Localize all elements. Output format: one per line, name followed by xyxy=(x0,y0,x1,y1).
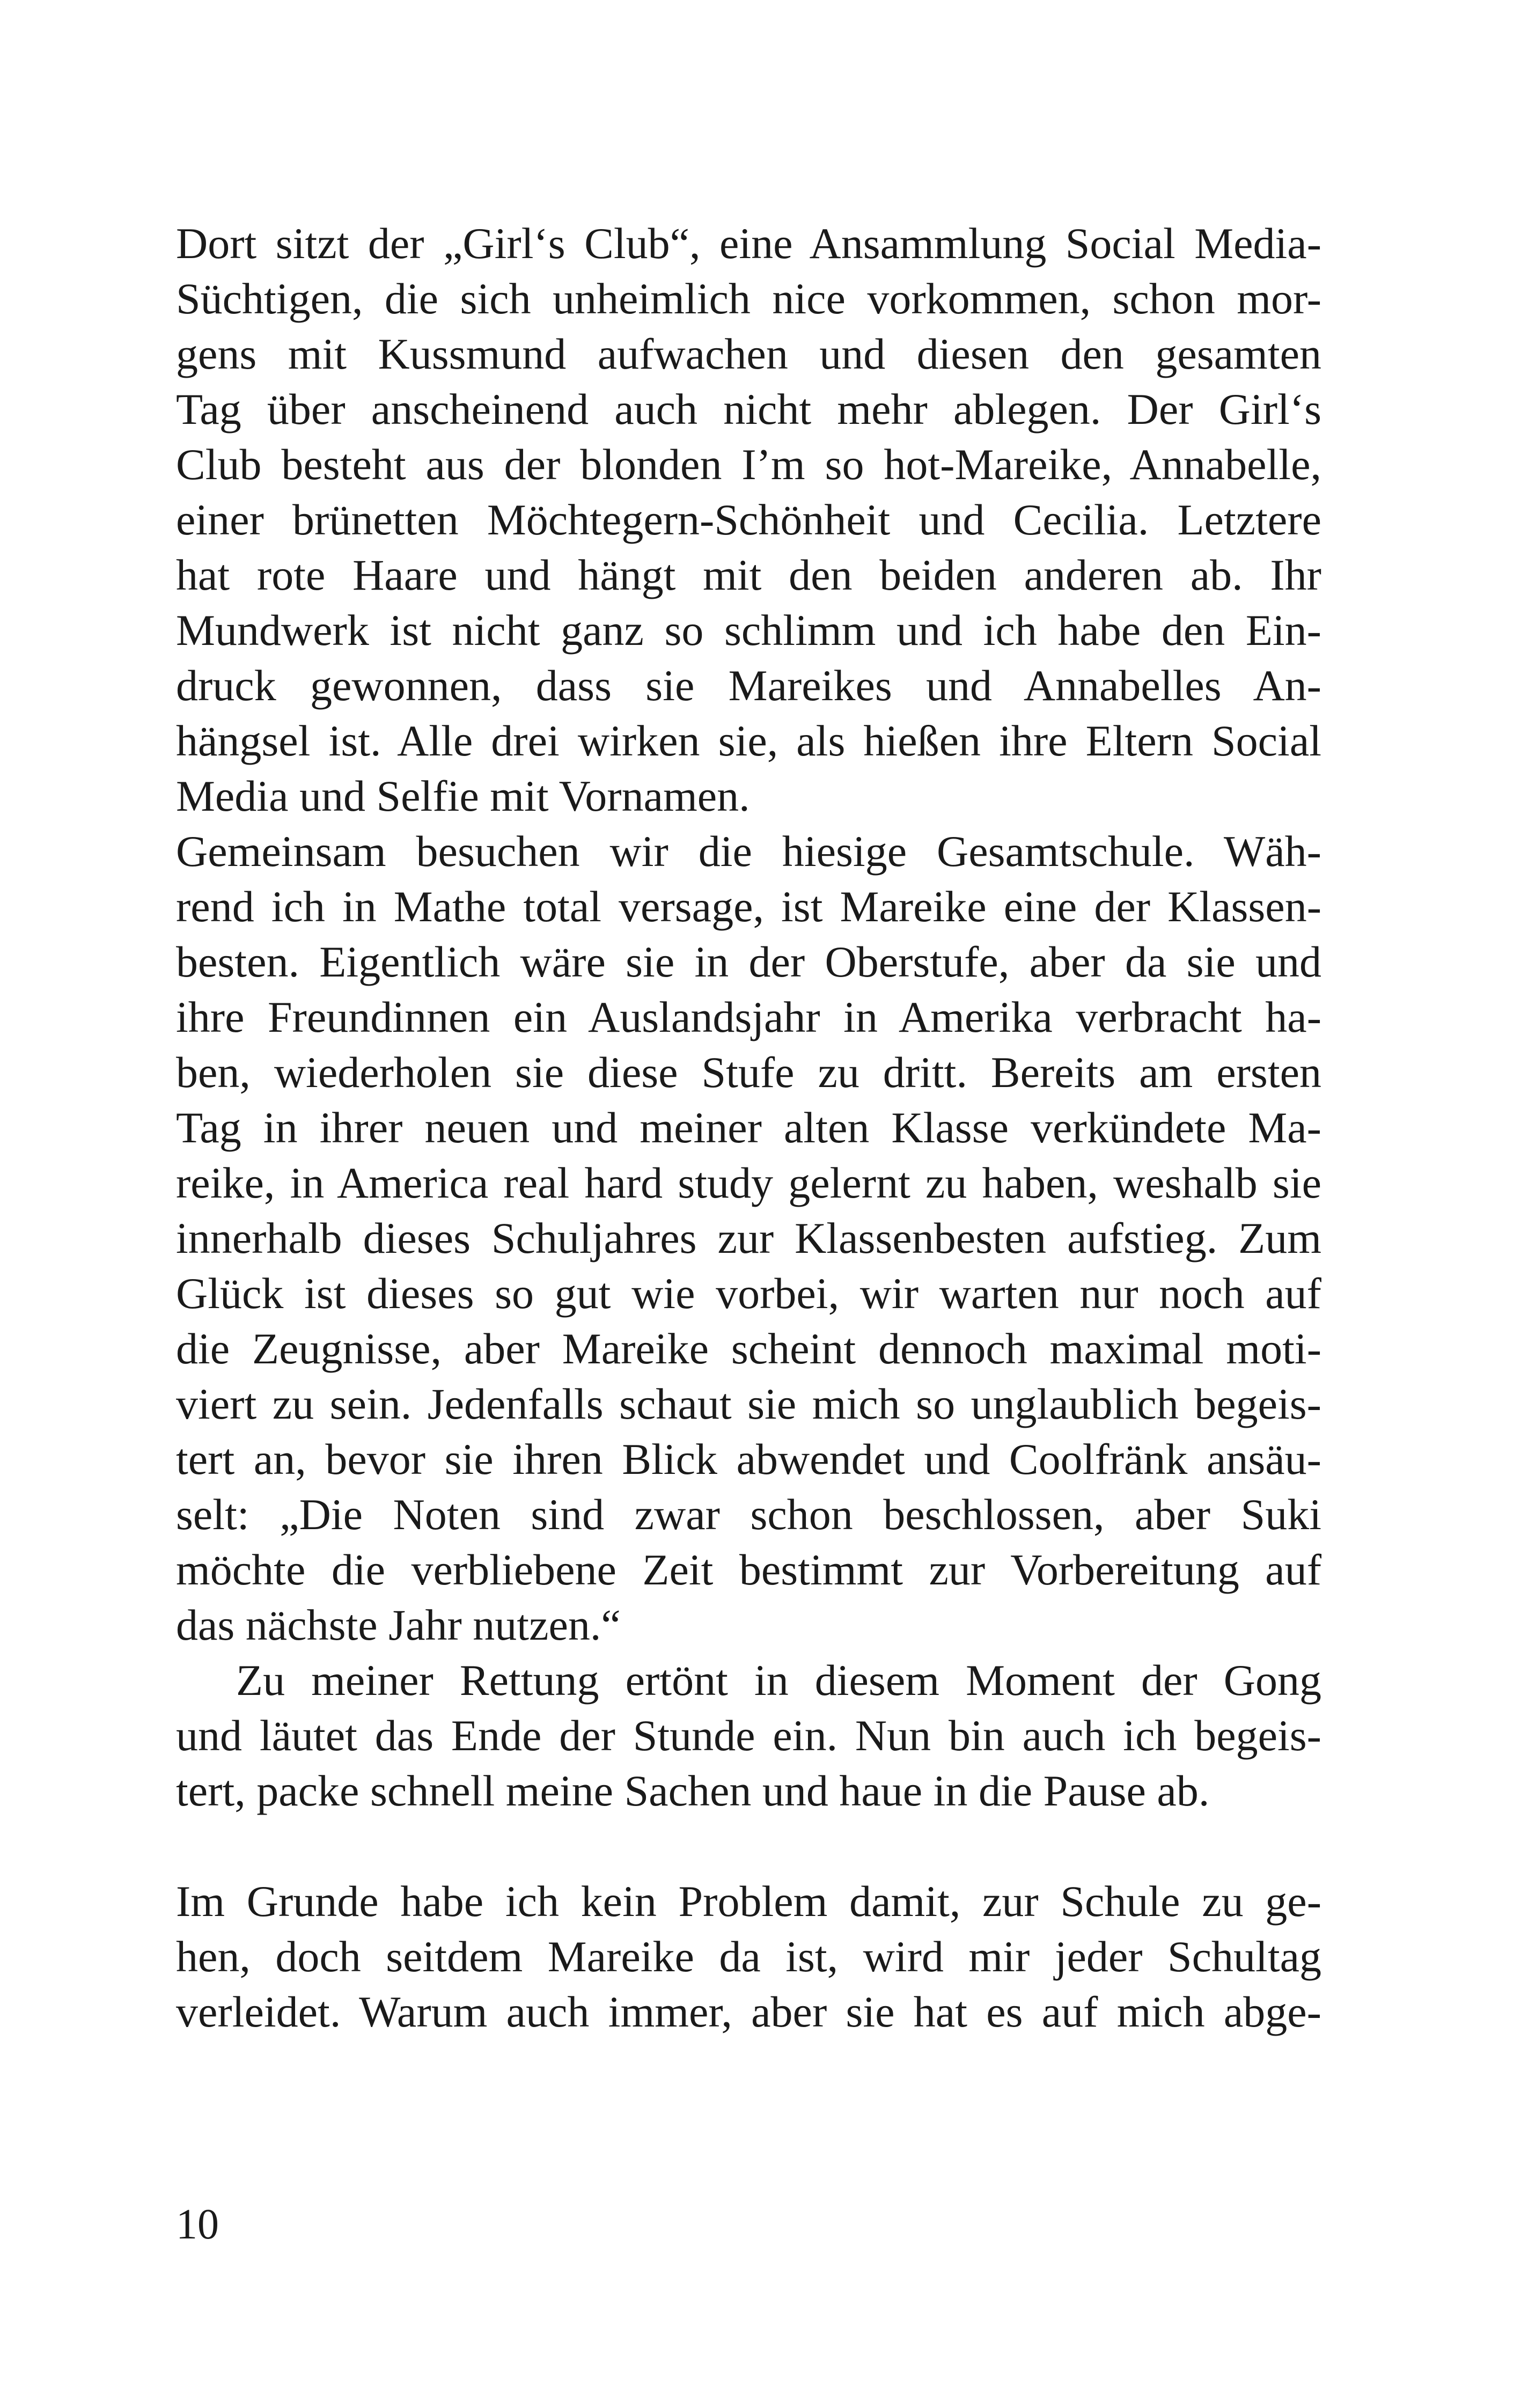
text-line: selt: „Die Noten sind zwar schon beschlossen, aber Suki xyxy=(176,1490,1321,1539)
text-line: Gemeinsam besuchen wir die hiesige Gesamtschule. Wäh- xyxy=(176,827,1321,876)
text-line: das nächste Jahr nutzen.“ xyxy=(176,1601,621,1649)
text-line: Club besteht aus der blonden I’m so hot-Mareike, Annabelle, xyxy=(176,440,1321,489)
paragraph-3 xyxy=(176,1653,1321,1818)
text-line: Mundwerk ist nicht ganz so schlimm und ich habe den Ein- xyxy=(176,606,1321,655)
text-line: hat rote Haare und hängt mit den beiden anderen ab. Ihr xyxy=(176,550,1321,599)
text-line: Media und Selfie mit Vornamen. xyxy=(176,772,750,820)
paragraph-1 xyxy=(176,216,1321,824)
body-text xyxy=(176,216,1321,2039)
text-line: die Zeugnisse, aber Mareike scheint dennoch maximal moti- xyxy=(176,1324,1321,1373)
text-line: tert, packe schnell meine Sachen und haue in die Pause ab. xyxy=(176,1766,1210,1815)
paragraph-2 xyxy=(176,824,1321,1653)
page-number: 10 xyxy=(176,2201,219,2248)
text-line: Dort sitzt der „Girl‘s Club“, eine Ansammlung Social Media- xyxy=(176,219,1321,268)
text-line: möchte die verbliebene Zeit bestimmt zur Vorbereitung auf xyxy=(176,1545,1321,1594)
text-line: Tag über anscheinend auch nicht mehr ablegen. Der Girl‘s xyxy=(176,385,1321,434)
text-line: Glück ist dieses so gut wie vorbei, wir warten nur noch auf xyxy=(176,1269,1321,1318)
text-line: hen, doch seitdem Mareike da ist, wird mir jeder Schultag xyxy=(176,1932,1321,1981)
text-line: einer brünetten Möchtegern-Schönheit und Cecilia. Letztere xyxy=(176,495,1321,544)
text-line: gens mit Kussmund aufwachen und diesen den gesamten xyxy=(176,329,1321,378)
text-line: und läutet das Ende der Stunde ein. Nun bin auch ich begeis- xyxy=(176,1711,1321,1760)
text-line: besten. Eigentlich wäre sie in der Oberstufe, aber da sie und xyxy=(176,937,1321,986)
text-line: druck gewonnen, dass sie Mareikes und Annabelles An- xyxy=(176,661,1321,710)
paragraph-4 xyxy=(176,1874,1321,2039)
text-line: tert an, bevor sie ihren Blick abwendet und Coolfränk ansäu- xyxy=(176,1435,1321,1484)
text-line: reike, in America real hard study gelernt zu haben, weshalb sie xyxy=(176,1158,1321,1207)
text-line: ihre Freundinnen ein Auslandsjahr in Amerika verbracht ha- xyxy=(176,993,1321,1041)
text-line: Im Grunde habe ich kein Problem damit, zur Schule zu ge- xyxy=(176,1877,1321,1926)
text-line: ben, wiederholen sie diese Stufe zu dritt. Bereits am ersten xyxy=(176,1048,1321,1097)
section-break xyxy=(176,1818,1321,1874)
text-line: viert zu sein. Jedenfalls schaut sie mich so unglaublich begeis- xyxy=(176,1379,1321,1428)
text-line: Zu meiner Rettung ertönt in diesem Moment der Gong xyxy=(236,1656,1321,1705)
text-line: rend ich in Mathe total versage, ist Mareike eine der Klassen- xyxy=(176,882,1321,931)
text-line: verleidet. Warum auch immer, aber sie hat es auf mich abge- xyxy=(176,1987,1321,2036)
text-line: Tag in ihrer neuen und meiner alten Klasse verkündete Ma- xyxy=(176,1103,1321,1152)
text-line: hängsel ist. Alle drei wirken sie, als hießen ihre Eltern Social xyxy=(176,716,1321,765)
text-line: Süchtigen, die sich unheimlich nice vorkommen, schon mor- xyxy=(176,274,1321,323)
text-line: innerhalb dieses Schuljahres zur Klassenbesten aufstieg. Zum xyxy=(176,1214,1321,1262)
